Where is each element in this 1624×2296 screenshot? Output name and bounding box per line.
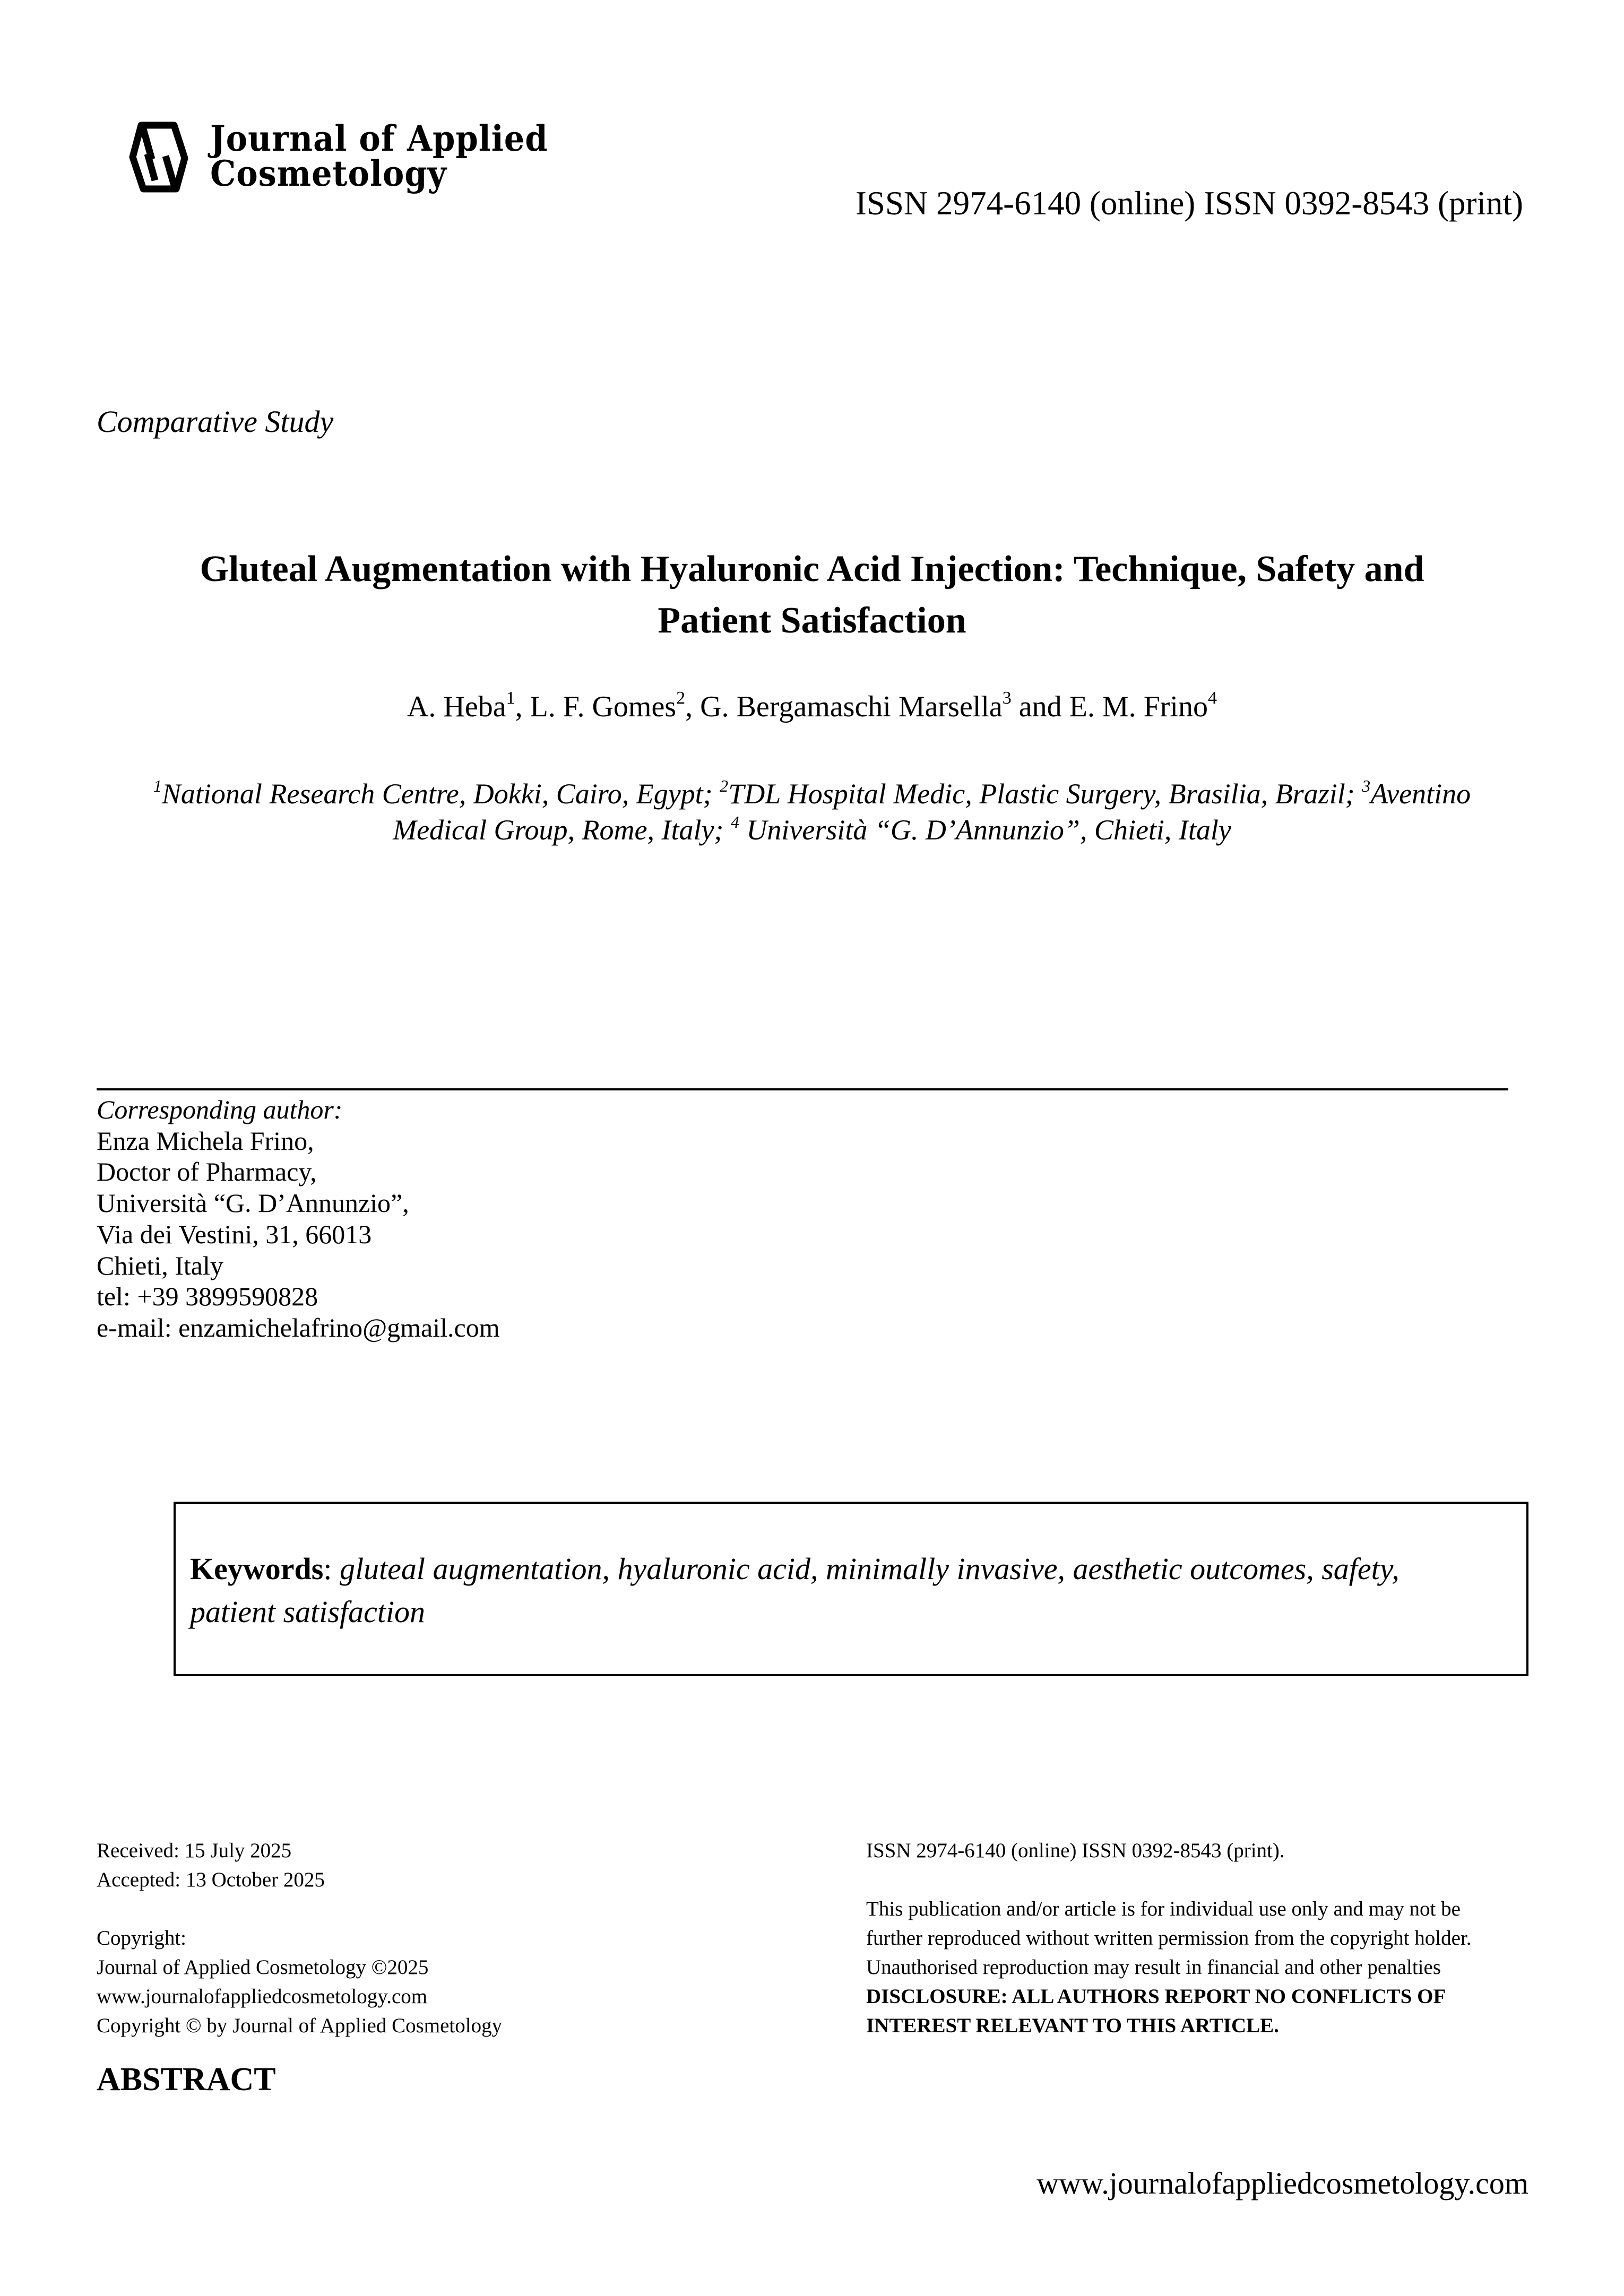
notice-line: Unauthorised reproduction may result in financial and other penalties [866,1956,1441,1979]
corresponding-author-label: Corresponding author: [97,1095,343,1124]
divider-rule [97,1088,1508,1090]
author-separator: , [515,690,530,723]
affiliation-3-part2: Medical Group, Rome, Italy; [393,814,731,846]
article-dates-copyright [97,1836,502,2040]
author-affiliation-mark: 2 [676,688,686,708]
keywords-line1: gluteal augmentation, hyaluronic acid, minimally invasive, aesthetic outcomes, safety, [339,1552,1400,1586]
author-list [0,688,1624,723]
notice-line: further reproduced without written permission from the copyright holder. [866,1927,1472,1950]
author-name: E. M. Frino [1069,690,1208,723]
corresponding-author-address: Via dei Vestini, 31, 66013 [97,1219,372,1249]
author-affiliation-mark: 3 [1002,688,1012,708]
header-issn: ISSN 2974-6140 (online) ISSN 0392-8543 (print) [855,185,1523,222]
interlocking-hexagons-icon [121,121,196,194]
affiliation-mark: 3 [1362,776,1371,795]
corresponding-author-email[interactable]: e-mail: enzamichelafrino@gmail.com [97,1312,500,1342]
author-name: L. F. Gomes [530,690,677,723]
affiliations [0,776,1624,848]
corresponding-author-block [97,1094,500,1344]
keywords-separator: : [323,1552,340,1586]
corresponding-author-title: Doctor of Pharmacy, [97,1157,317,1187]
abstract-heading: ABSTRACT [97,2061,276,2098]
keywords-line2: patient satisfaction [190,1595,426,1629]
keywords-box [174,1502,1528,1676]
copyright-line: Journal of Applied Cosmetology ©2025 [97,1956,429,1979]
author-separator: , [685,690,701,723]
affiliations-line2 [0,812,1624,848]
journal-logo [121,118,599,195]
article-title [0,543,1624,646]
corresponding-author-city: Chieti, Italy [97,1250,223,1280]
affiliation-mark: 2 [720,776,729,795]
corresponding-author-phone: tel: +39 3899590828 [97,1281,318,1312]
corresponding-author-institution: Università “G. D’Annunzio”, [97,1188,409,1218]
journal-name-line2: Cosmetology [210,153,447,194]
keywords-text [190,1547,1517,1633]
disclosure-line: INTEREST RELEVANT TO THIS ARTICLE. [866,2014,1279,2037]
author-affiliation-mark: 4 [1208,688,1217,708]
received-date: Received: 15 July 2025 [97,1839,292,1862]
affiliation-3-part1: Aventino [1370,778,1471,810]
journal-website-link[interactable]: www.journalofappliedcosmetology.com [97,1985,428,2008]
affiliation-mark: 4 [730,812,739,831]
affiliations-line1 [0,776,1624,812]
author-name: G. Bergamaschi Marsella [700,690,1003,723]
affiliation-mark: 1 [153,776,162,795]
affiliation-2: TDL Hospital Medic, Plastic Surgery, Brasilia, Brazil; [728,778,1362,810]
journal-name-line1: Journal of Applied [210,118,548,159]
publication-notice [866,1836,1471,2040]
keywords-label: Keywords [190,1552,324,1586]
article-type: Comparative Study [97,404,334,439]
copyright-by: Copyright © by Journal of Applied Cosmetology [97,2014,503,2037]
disclosure-line: DISCLOSURE: ALL AUTHORS REPORT NO CONFLICTS OF [866,1985,1446,2008]
footer-website-link[interactable]: www.journalofappliedcosmetology.com [1036,2166,1528,2200]
author-separator: and [1011,690,1069,723]
copyright-label: Copyright: [97,1927,187,1950]
notice-issn: ISSN 2974-6140 (online) ISSN 0392-8543 (print). [866,1839,1285,1862]
affiliation-4: Università “G. D’Annunzio”, Chieti, Italy [739,814,1231,846]
article-title-line2: Patient Satisfaction [658,600,966,641]
notice-line: This publication and/or article is for individual use only and may not be [866,1898,1461,1920]
author-affiliation-mark: 1 [506,688,515,708]
article-title-line1: Gluteal Augmentation with Hyaluronic Acid Injection: Technique, Safety and [200,549,1424,590]
affiliation-1: National Research Centre, Dokki, Cairo, Egypt; [161,778,720,810]
author-name: A. Heba [407,690,506,723]
corresponding-author-name: Enza Michela Frino, [97,1125,314,1156]
accepted-date: Accepted: 13 October 2025 [97,1868,325,1891]
